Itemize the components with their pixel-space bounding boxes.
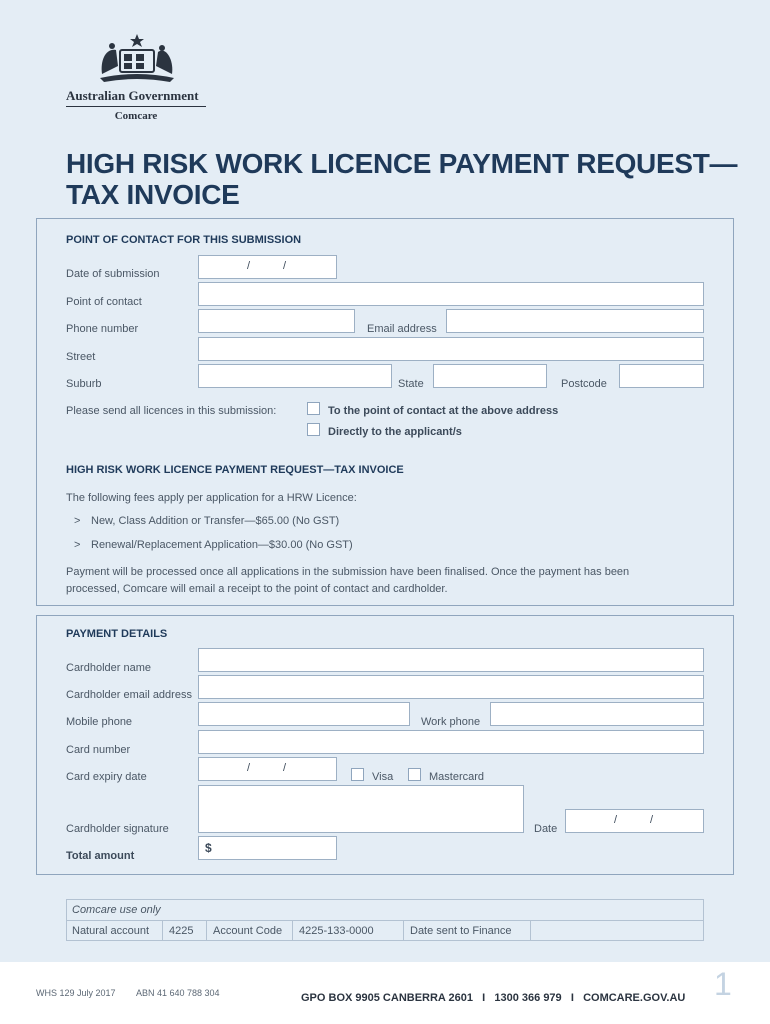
cardholder-email-field[interactable] xyxy=(198,675,704,699)
send-to-applicants-checkbox[interactable] xyxy=(307,423,320,436)
cardholder-name-field[interactable] xyxy=(198,648,704,672)
department-wordmark: Comcare xyxy=(114,110,158,122)
mastercard-label: Mastercard xyxy=(429,771,485,783)
work-phone-label: Work phone xyxy=(421,716,481,728)
fees-heading: HIGH RISK WORK LICENCE PAYMENT REQUEST—TAX INVOICE xyxy=(66,464,404,476)
cell-divider xyxy=(162,920,163,941)
point-of-contact-label: Point of contact xyxy=(66,296,142,308)
date-separator: / xyxy=(247,260,251,272)
state-label: State xyxy=(398,378,424,390)
mobile-phone-field[interactable] xyxy=(198,702,410,726)
date-separator: / xyxy=(650,814,654,826)
street-field[interactable] xyxy=(198,337,704,361)
coat-of-arms-icon xyxy=(62,30,212,88)
date-separator: / xyxy=(614,814,618,826)
government-wordmark: Australian Government xyxy=(66,88,199,103)
mobile-phone-label: Mobile phone xyxy=(66,716,133,728)
contact-section-heading: POINT OF CONTACT FOR THIS SUBMISSION xyxy=(66,234,302,246)
cell-divider xyxy=(530,920,531,941)
signature-date-field[interactable] xyxy=(565,809,704,833)
account-code-label: Account Code xyxy=(213,925,283,937)
fee-renewal-item: Renewal/Replacement Application—$30.00 (No GST) xyxy=(91,539,353,551)
visa-label: Visa xyxy=(372,771,394,783)
date-separator: / xyxy=(283,762,287,774)
date-sent-label: Date sent to Finance xyxy=(410,925,512,937)
signature-date-label: Date xyxy=(534,823,558,835)
date-of-submission-field[interactable] xyxy=(198,255,337,279)
email-address-field[interactable] xyxy=(446,309,704,333)
phone-number-field[interactable] xyxy=(198,309,355,333)
logo-divider xyxy=(66,106,206,107)
cardholder-signature-field[interactable] xyxy=(198,785,524,833)
date-of-submission-label: Date of submission xyxy=(66,268,160,280)
account-code-value: 4225-133-0000 xyxy=(299,925,374,937)
cell-divider xyxy=(403,920,404,941)
natural-account-label: Natural account xyxy=(72,925,150,937)
abn-number: ABN 41 640 788 304 xyxy=(136,988,220,998)
postcode-field[interactable] xyxy=(619,364,704,388)
cardholder-email-label: Cardholder email address xyxy=(66,689,192,701)
send-licences-label: Please send all licences in this submission: xyxy=(66,405,277,417)
cardholder-signature-label: Cardholder signature xyxy=(66,823,169,835)
date-separator: / xyxy=(283,260,287,272)
phone-number-label: Phone number xyxy=(66,323,139,335)
card-expiry-label: Card expiry date xyxy=(66,771,147,783)
point-of-contact-field[interactable] xyxy=(198,282,704,306)
work-phone-field[interactable] xyxy=(490,702,704,726)
street-label: Street xyxy=(66,351,96,363)
total-amount-label: Total amount xyxy=(66,850,135,862)
fee-bullet: > xyxy=(74,539,81,551)
card-number-field[interactable] xyxy=(198,730,704,754)
card-number-label: Card number xyxy=(66,744,131,756)
card-expiry-field[interactable] xyxy=(198,757,337,781)
page-title: HIGH RISK WORK LICENCE PAYMENT REQUEST— TAX INVOICE xyxy=(66,148,738,210)
send-to-contact-label: To the point of contact at the above address xyxy=(328,405,559,417)
cell-divider xyxy=(292,920,293,941)
state-field[interactable] xyxy=(433,364,547,388)
fees-intro: The following fees apply per application for a HRW Licence: xyxy=(66,492,357,504)
currency-symbol: $ xyxy=(205,841,212,855)
natural-account-value: 4225 xyxy=(169,925,194,937)
send-to-contact-checkbox[interactable] xyxy=(307,402,320,415)
page-number: 1 xyxy=(714,966,732,1002)
fee-bullet: > xyxy=(74,515,81,527)
postcode-label: Postcode xyxy=(561,378,607,390)
date-separator: / xyxy=(247,762,251,774)
payment-section-heading: PAYMENT DETAILS xyxy=(66,628,168,640)
payment-note: Payment will be processed once all applications in the submission have been finalised. Once the payment has been processed, Comcare will email a receipt to the point of contact and cardholder. xyxy=(66,566,630,595)
footer-contact: GPO BOX 9905 CANBERRA 2601 I 1300 366 979 I COMCARE.GOV.AU xyxy=(301,992,686,1004)
email-address-label: Email address xyxy=(367,323,437,335)
suburb-field[interactable] xyxy=(198,364,392,388)
mastercard-checkbox[interactable] xyxy=(408,768,421,781)
total-amount-field[interactable] xyxy=(198,836,337,860)
office-use-heading: Comcare use only xyxy=(72,904,161,916)
form-reference: WHS 129 July 2017 xyxy=(36,988,116,998)
visa-checkbox[interactable] xyxy=(351,768,364,781)
fee-new-item: New, Class Addition or Transfer—$65.00 (No GST) xyxy=(91,515,340,527)
cardholder-name-label: Cardholder name xyxy=(66,662,151,674)
send-to-applicants-label: Directly to the applicant/s xyxy=(328,426,462,438)
cell-divider xyxy=(206,920,207,941)
suburb-label: Suburb xyxy=(66,378,102,390)
